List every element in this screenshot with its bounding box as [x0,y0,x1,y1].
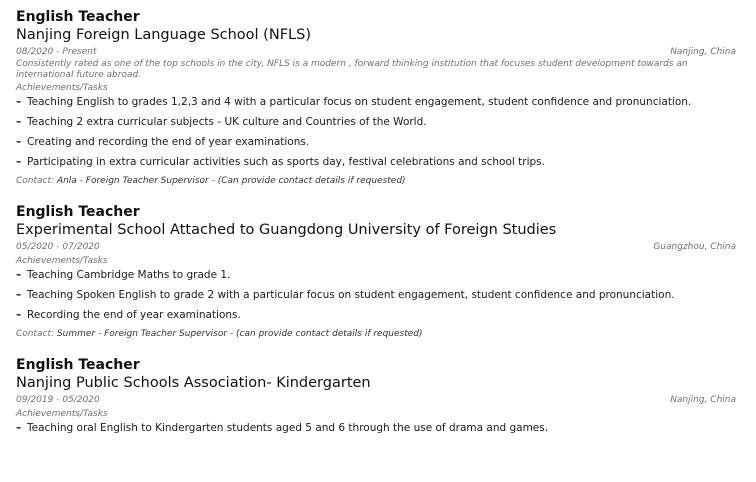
job-contact [16,175,736,188]
resume-experience-section [16,8,736,450]
dash-bullet-icon: – [16,422,22,434]
task-item [16,135,736,149]
task-text: Creating and recording the end of year examinations. [27,136,310,148]
task-item [16,155,736,169]
task-item [16,288,736,302]
job-location: Nanjing, China [670,47,736,57]
job-location: Guangzhou, China [653,242,736,252]
task-list [16,95,736,169]
job-dates: 05/2020 - 07/2020 [16,242,100,252]
dash-bullet-icon: – [16,116,22,128]
task-text: Teaching 2 extra curricular subjects - UK culture and Countries of the World. [27,116,427,128]
task-item [16,115,736,129]
company-description: Consistently rated as one of the top schools in the city, NFLS is a modern , forward thinking institution that focuses student development towards an international future abroad. [16,59,688,80]
job-meta [16,46,736,59]
achievements-label: Achievements/Tasks [16,409,108,419]
task-item [16,421,736,435]
job-title: English Teacher [16,9,140,25]
task-item [16,308,736,322]
task-text: Participating in extra curricular activities such as sports day, festival celebrations and school trips. [27,156,545,168]
dash-bullet-icon: – [16,96,22,108]
job-dates: 08/2020 - Present [16,47,97,57]
task-text: Recording the end of year examinations. [27,309,241,321]
task-text: Teaching Cambridge Maths to grade 1. [27,269,231,281]
task-list [16,421,736,435]
achievements-label: Achievements/Tasks [16,256,108,266]
job-title: English Teacher [16,357,140,373]
task-text: Teaching Spoken English to grade 2 with a particular focus on student engagement, student confidence and pronunciation. [27,289,675,301]
company-name: Nanjing Public Schools Association- Kindergarten [16,375,371,391]
job-entry [16,356,736,435]
dash-bullet-icon: – [16,269,22,281]
job-entry [16,8,736,188]
contact-text: Anla - Foreign Teacher Supervisor - (Can provide contact details if requested) [56,176,406,186]
job-meta [16,241,736,254]
dash-bullet-icon: – [16,309,22,321]
job-meta [16,394,736,407]
task-list [16,268,736,322]
job-location: Nanjing, China [670,395,736,405]
task-item [16,95,736,109]
dash-bullet-icon: – [16,156,22,168]
dash-bullet-icon: – [16,136,22,148]
contact-text: Summer - Foreign Teacher Supervisor - (can provide contact details if requested) [56,329,423,339]
task-item [16,268,736,282]
achievements-label: Achievements/Tasks [16,83,108,93]
job-title: English Teacher [16,204,140,220]
dash-bullet-icon: – [16,289,22,301]
contact-label: Contact: [16,176,55,186]
company-name: Nanjing Foreign Language School (NFLS) [16,27,311,43]
job-dates: 09/2019 - 05/2020 [16,395,100,405]
contact-label: Contact: [16,329,55,339]
task-text: Teaching oral English to Kindergarten students aged 5 and 6 through the use of drama and games. [27,422,549,434]
job-entry [16,203,736,341]
job-contact [16,328,736,341]
company-name: Experimental School Attached to Guangdong University of Foreign Studies [16,222,557,238]
task-text: Teaching English to grades 1,2,3 and 4 with a particular focus on student engagement, student confidence and pronunciation. [27,96,692,108]
